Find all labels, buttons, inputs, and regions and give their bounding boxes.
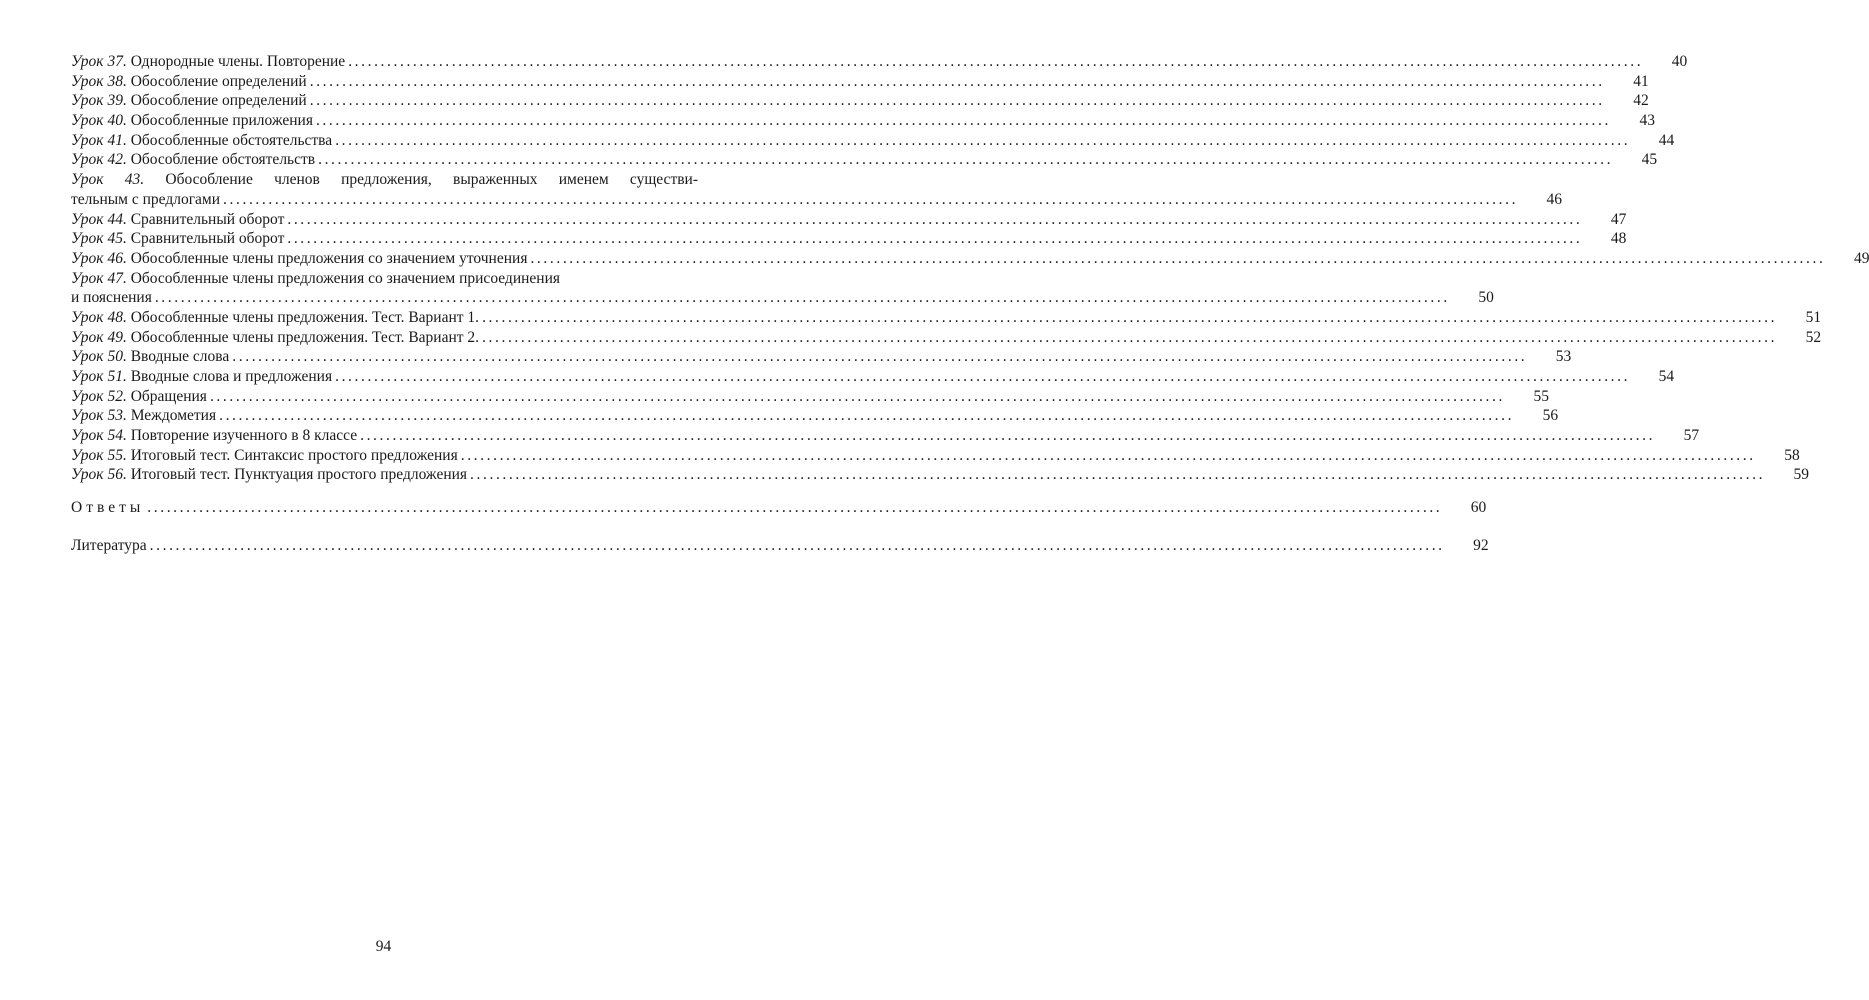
- lesson-label: Урок 42.: [71, 151, 127, 169]
- lesson-label: Урок 37.: [71, 53, 127, 70]
- toc-entry-43[interactable]: [71, 170, 1563, 209]
- page-number: 43: [1639, 112, 1655, 130]
- entry-title: Вводные слова и предложения: [130, 368, 333, 385]
- entry-title: Обособленные члены предложения. Тест. Вариант 2.: [130, 328, 480, 346]
- dot-leader: ........................................................................................................................................................................................................: [360, 427, 1656, 445]
- page-number: 41: [1633, 72, 1649, 90]
- page-number: 56: [1542, 407, 1559, 425]
- page-number: 42: [1633, 92, 1649, 110]
- lesson-label: Урок 40.: [71, 112, 127, 130]
- dot-leader: ........................................................................................................................................................................................................: [149, 536, 1445, 554]
- page-number: 48: [1610, 230, 1627, 248]
- page-number: 58: [1784, 446, 1800, 464]
- table-of-contents: [71, 52, 1869, 556]
- lesson-label: Урок 53.: [71, 407, 127, 425]
- toc-entry-44[interactable]: [71, 210, 1627, 230]
- dot-leader: ........................................................................................................................................................................................................: [318, 151, 1614, 169]
- lesson-label: Урок 38.: [71, 72, 127, 90]
- entry-title: Итоговый тест. Синтаксис простого предложения: [130, 446, 458, 464]
- page-number: 44: [1658, 131, 1675, 149]
- dot-leader: ........................................................................................................................................................................................................: [287, 210, 1583, 228]
- lesson-label: Урок 39.: [71, 92, 127, 110]
- entry-title: Обособление определений: [130, 72, 307, 90]
- page-footer-number: 94: [375, 938, 392, 955]
- page-number: 50: [1478, 289, 1494, 307]
- page-number: 60: [1470, 499, 1487, 517]
- toc-entry-47[interactable]: [71, 269, 1494, 308]
- entry-title: Ответы: [71, 499, 145, 517]
- dot-leader: ........................................................................................................................................................................................................: [232, 348, 1528, 366]
- entry-title: Литература: [71, 536, 147, 554]
- entry-title-line-1: Урок 43. Обособление членов предложения, выраженных именем существи-: [71, 171, 698, 189]
- dot-leader: ........................................................................................................................................................................................................: [209, 387, 1505, 405]
- dot-leader: ........................................................................................................................................................................................................: [335, 368, 1631, 385]
- lesson-label: Урок 45.: [71, 230, 127, 248]
- lesson-label: Урок 46.: [71, 249, 127, 267]
- entry-title: Сравнительный оборот: [130, 230, 285, 248]
- entry-title: Обособление определений: [130, 92, 307, 110]
- entry-title: Повторение изученного в 8 классе: [130, 427, 358, 445]
- lesson-label: Урок 52.: [71, 387, 127, 405]
- lesson-label: Урок 50.: [71, 348, 127, 366]
- dot-leader: ........................................................................................................................................................................................................: [335, 131, 1631, 149]
- toc-entry-50[interactable]: [71, 347, 1572, 367]
- lesson-label: Урок 41.: [71, 131, 127, 149]
- entry-title: Вводные слова: [130, 348, 230, 366]
- lesson-label: Урок 54.: [71, 427, 127, 445]
- lesson-label: Урок 44.: [71, 210, 127, 228]
- toc-entry-55[interactable]: [71, 446, 1800, 466]
- toc-entry-39[interactable]: [71, 91, 1649, 111]
- dot-leader: ........................................................................................................................................................................................................: [482, 308, 1778, 326]
- entry-title: Обособленные обстоятельства: [130, 131, 333, 149]
- toc-entry-45[interactable]: [71, 229, 1627, 249]
- toc-entry-52[interactable]: [71, 387, 1549, 407]
- toc-entry-literature[interactable]: [71, 536, 1489, 556]
- page-number: 53: [1555, 348, 1572, 366]
- page-number: 40: [1671, 53, 1688, 70]
- dot-leader: ........................................................................................................................................................................................................: [287, 230, 1583, 248]
- entry-title: Обособленные приложения: [130, 112, 313, 130]
- toc-entry-48[interactable]: [71, 308, 1822, 328]
- lesson-label: Урок 48.: [71, 308, 127, 326]
- page-number: 52: [1805, 328, 1822, 346]
- dot-leader: ........................................................................................................................................................................................................: [223, 190, 1519, 208]
- toc-entry-54[interactable]: [71, 426, 1700, 446]
- toc-entry-38[interactable]: [71, 72, 1649, 92]
- toc-entry-56[interactable]: [71, 465, 1810, 485]
- toc-entry-answers[interactable]: [71, 498, 1487, 518]
- toc-entry-51[interactable]: [71, 367, 1675, 387]
- page-number: 49: [1853, 249, 1869, 267]
- entry-title: Обособленные члены предложения со значением уточнения: [130, 249, 528, 267]
- toc-entry-53[interactable]: [71, 406, 1559, 426]
- dot-leader: ........................................................................................................................................................................................................: [482, 328, 1778, 346]
- dot-leader: ........................................................................................................................................................................................................: [470, 466, 1766, 484]
- dot-leader: ........................................................................................................................................................................................................: [309, 92, 1605, 110]
- toc-entry-37[interactable]: [71, 52, 1688, 72]
- entry-title: Междометия: [130, 407, 217, 425]
- page-number: 45: [1641, 151, 1658, 169]
- dot-leader: ........................................................................................................................................................................................................: [460, 446, 1756, 464]
- entry-title: Обращения: [130, 387, 207, 405]
- toc-entry-46[interactable]: [71, 249, 1869, 269]
- entry-title-line-1: Урок 47. Обособленные члены предложения со значением присоединения: [71, 269, 561, 287]
- lesson-label: Урок 51.: [71, 368, 127, 385]
- section-spacer: [71, 518, 698, 536]
- lesson-label: Урок 49.: [71, 328, 127, 346]
- entry-title: Обособление обстоятельств: [130, 151, 316, 169]
- lesson-label: Урок 55.: [71, 446, 127, 464]
- dot-leader: ........................................................................................................................................................................................................: [348, 53, 1644, 70]
- dot-leader: ........................................................................................................................................................................................................: [530, 249, 1826, 267]
- page-number: 55: [1533, 387, 1549, 405]
- dot-leader: ........................................................................................................................................................................................................: [154, 289, 1450, 307]
- toc-entry-42[interactable]: [71, 150, 1658, 170]
- entry-title: Итоговый тест. Пунктуация простого предложения: [130, 466, 468, 484]
- page-number: 59: [1793, 466, 1810, 484]
- toc-entry-41[interactable]: [71, 131, 1675, 151]
- section-spacer: [71, 485, 698, 498]
- toc-entry-49[interactable]: [71, 328, 1822, 348]
- page-number: 47: [1610, 210, 1627, 228]
- dot-leader: ........................................................................................................................................................................................................: [219, 407, 1515, 425]
- entry-title: Обособленные члены предложения. Тест. Вариант 1.: [130, 308, 480, 326]
- page-number: 57: [1683, 427, 1700, 445]
- lesson-label: Урок 56.: [71, 466, 127, 484]
- page-number: 51: [1805, 308, 1822, 326]
- toc-entry-40[interactable]: [71, 111, 1655, 131]
- entry-title: Сравнительный оборот: [130, 210, 285, 228]
- page-number: 46: [1546, 190, 1563, 208]
- entry-title-line-2: и пояснения: [71, 289, 152, 307]
- dot-leader: ........................................................................................................................................................................................................: [147, 499, 1443, 517]
- page-number: 92: [1473, 536, 1489, 554]
- entry-title: Однородные члены. Повторение: [130, 53, 346, 70]
- dot-leader: ........................................................................................................................................................................................................: [309, 72, 1605, 90]
- page-number: 54: [1658, 368, 1675, 385]
- entry-title-line-2: тельным с предлогами: [71, 190, 221, 208]
- dot-leader: ........................................................................................................................................................................................................: [315, 112, 1611, 130]
